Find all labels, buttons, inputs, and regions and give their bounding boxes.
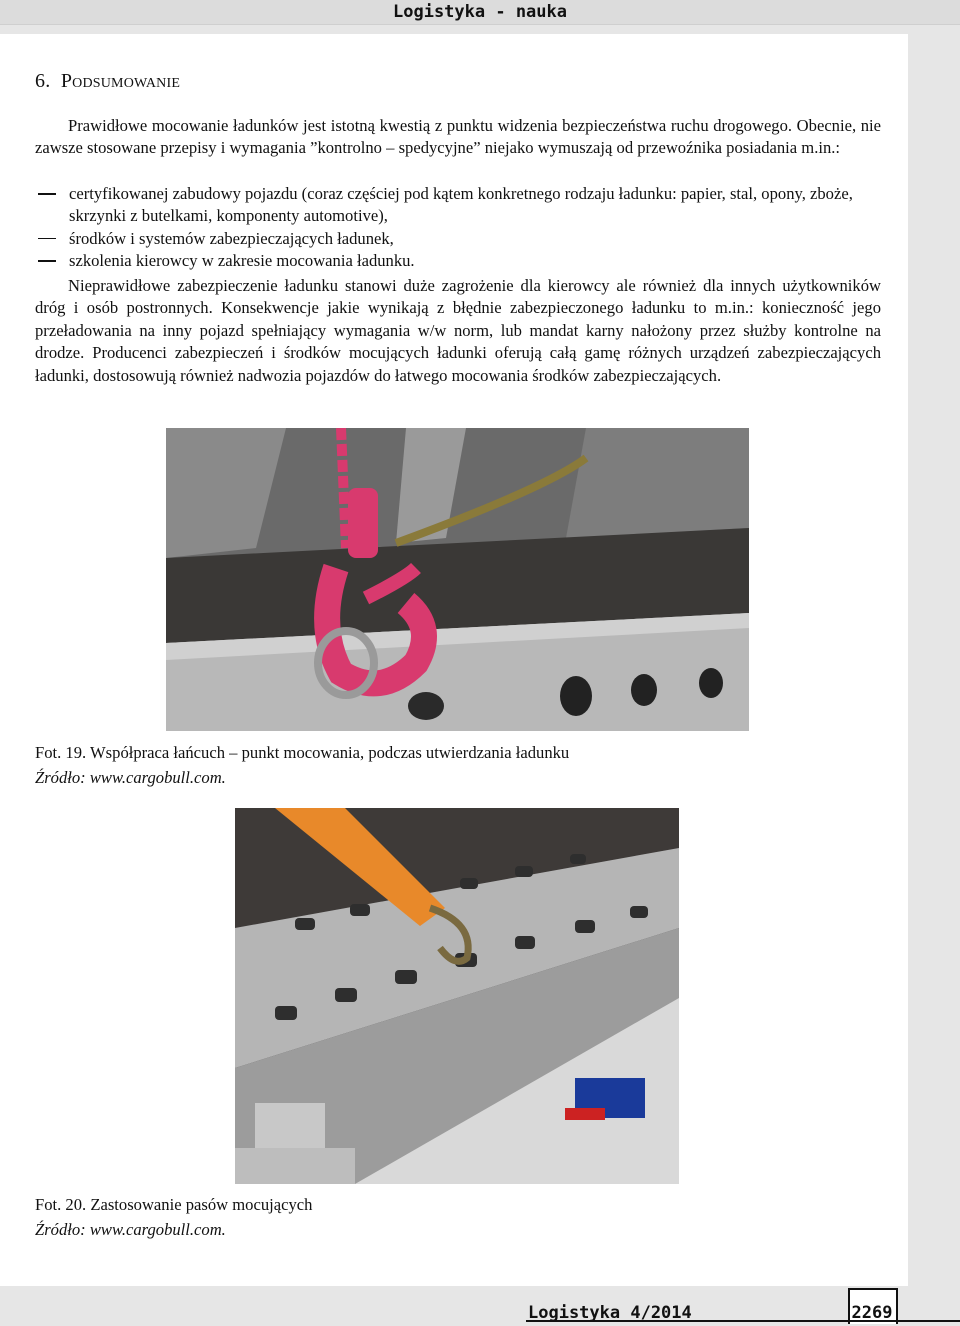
strap-rail-illustration [235, 808, 679, 1184]
requirements-list [35, 183, 881, 273]
page-number: 2269 [851, 1303, 893, 1323]
list-item: szkolenia kierowcy w zakresie mocowania ładunku. [35, 250, 881, 272]
list-item: środków i systemów zabezpieczających ładunek, [35, 228, 881, 250]
chain-hook-illustration [166, 428, 749, 731]
dash-bullet [38, 260, 56, 262]
paragraph-consequences: Nieprawidłowe zabezpieczenie ładunku stanowi duże zagrożenie dla kierowcy ale również dla innych użytkowników dróg i osób postronnych. Konsekwencje jakie wynikają z błędnie zabezpieczonego ładunku to m.in.: konieczność jego przeładowania na inny pojazd spełniający wymagania w/w norm, lub mandat karny nałożony przez służby kontrolne na drodze. Producenci zabezpieczeń i środków mocujących ładunki oferują całą gamę różnych urządzeń zabezpieczających ładunki, dostosowują również nadwozia pojazdów do łatwego mocowania środków zabezpieczających. [35, 276, 881, 385]
dash-bullet [38, 238, 56, 240]
figure-19-caption: Fot. 19. Współpraca łańcuch – punkt mocowania, podczas utwierdzania ładunku [35, 743, 570, 762]
figure-20-caption: Fot. 20. Zastosowanie pasów mocujących [35, 1195, 313, 1214]
section-title: Podsumowanie [60, 70, 181, 92]
section-heading [35, 70, 180, 93]
dash-bullet [38, 193, 56, 195]
paragraph-intro: Prawidłowe mocowanie ładunków jest istotną kwestią z punktu widzenia bezpieczeństwa ruchu drogowego. Obecnie, nie zawsze stosowane przepisy i wymagania ”kontrolno – spedycyjne” niejako wymuszają od przewoźnika posiadania m.in.: [35, 116, 881, 158]
figure-20-source: Źródło: www.cargobull.com. [35, 1220, 226, 1239]
figure-19-source: Źródło: www.cargobull.com. [35, 768, 226, 787]
section-number: 6. [35, 70, 51, 92]
photo-chain-hook [166, 428, 749, 731]
photo-straps [235, 808, 679, 1184]
running-header: Logistyka - nauka [393, 2, 567, 22]
list-item: certyfikowanej zabudowy pojazdu (coraz częściej pod kątem konkretnego rodzaju ładunku: papier, stal, opony, zboże, skrzynki z butelkami, komponenty automotive), [35, 183, 881, 228]
journal-issue: Logistyka 4/2014 [528, 1303, 692, 1323]
